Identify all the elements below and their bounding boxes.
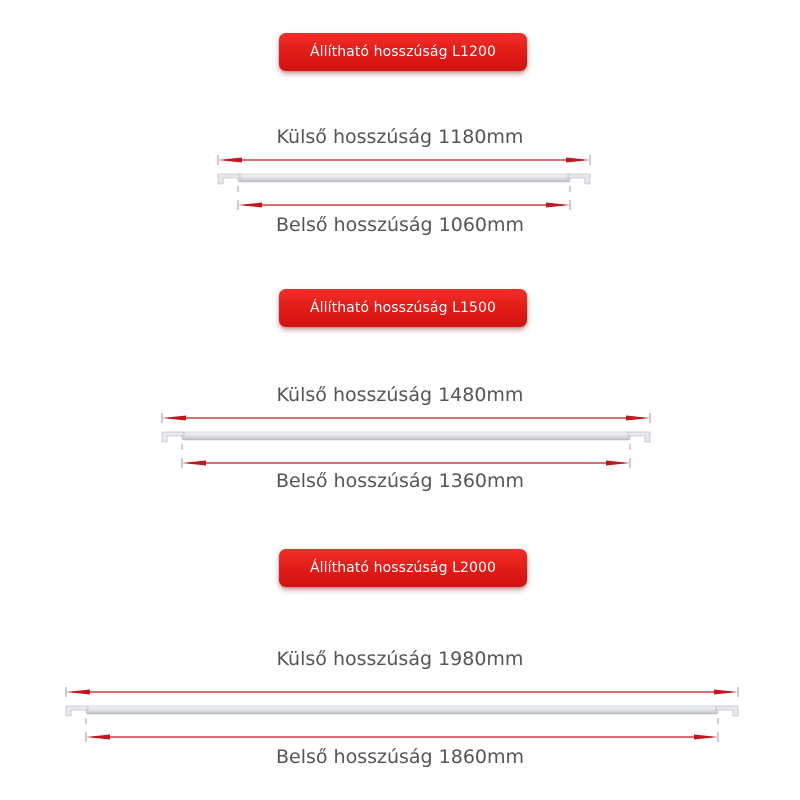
outer-length-label-1980: Külső hosszúság 1980mm	[276, 648, 524, 670]
outer-dimension-arrow	[218, 155, 590, 165]
inner-length-label-1060: Belső hosszúság 1060mm	[275, 214, 525, 236]
outer-length-label-1180: Külső hosszúság 1180mm	[276, 126, 524, 148]
tube	[66, 706, 738, 724]
tube	[162, 432, 650, 450]
adjustable-length-badge-1200: Állítható hosszúság L1200	[279, 33, 527, 71]
inner-length-label-1860: Belső hosszúság 1860mm	[275, 746, 525, 768]
outer-dimension-arrow	[162, 413, 650, 423]
inner-dimension-arrow	[86, 732, 718, 742]
tube-diagram-2000	[0, 682, 800, 746]
tube-diagram-1200	[0, 150, 800, 214]
outer-dimension-arrow	[66, 687, 738, 697]
inner-length-label-1360: Belső hosszúság 1360mm	[275, 470, 525, 492]
adjustable-length-badge-1500: Állítható hosszúság L1500	[279, 289, 527, 327]
inner-dimension-arrow	[182, 458, 630, 468]
inner-dimension-arrow	[238, 200, 570, 210]
adjustable-length-badge-2000: Állítható hosszúság L2000	[279, 549, 527, 587]
tube-diagram-1500	[0, 408, 800, 472]
tube	[218, 174, 590, 192]
outer-length-label-1480: Külső hosszúság 1480mm	[276, 384, 524, 406]
